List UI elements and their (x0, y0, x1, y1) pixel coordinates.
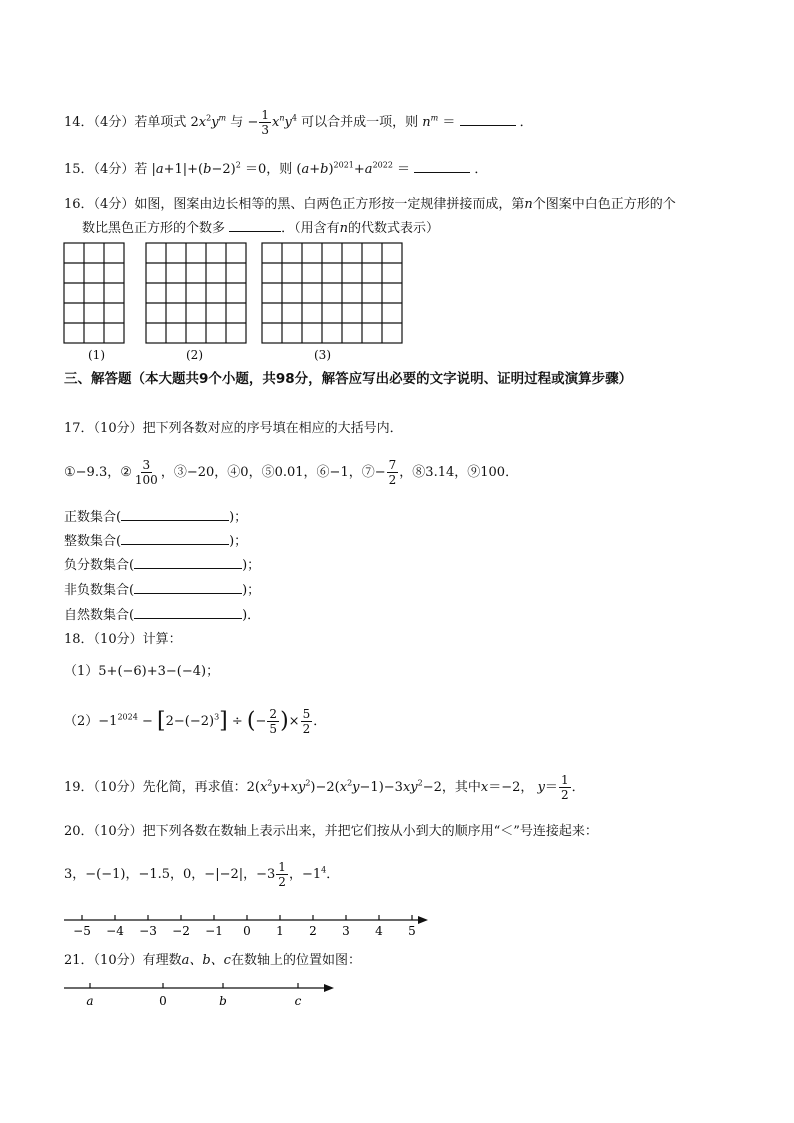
figure-label-3: (3) (314, 348, 331, 362)
q18-part1: （1）5+(−6)+3−(−4)； (64, 664, 220, 679)
set-integer: 整数集合( )； (64, 534, 248, 549)
figure-label-1: (1) (88, 348, 105, 362)
section-heading: 三、解答题（本大题共9个小题，共98分，解答应写出必要的文字说明、证明过程或演算步骤） (64, 371, 633, 387)
question-17: 17．（10分）把下列各数对应的序号填在相应的大括号内． (64, 421, 403, 436)
monomial-1: $2x^2y^m$ (190, 113, 227, 130)
set-blank[interactable] (134, 556, 242, 569)
label-c: c (294, 994, 302, 1008)
condition-expr: $|a+1|+(b-2)^2$ (151, 160, 241, 177)
label-a: a (86, 994, 94, 1008)
set-blank[interactable] (121, 508, 229, 521)
number-line (60, 910, 440, 940)
question-20: 20．（10分）把下列各数在数轴上表示出来，并把它们按从小到大的顺序用“＜”号连接起来： (64, 824, 598, 839)
question-14: 14．（4分）若单项式 $2x^2y^m$ 与 − $\frac{1}{3}$ $x^ny^4$ 可以合并成一项，则 $n^m$ ＝ ． (64, 108, 533, 137)
axis-tick-label: 1 (276, 924, 284, 938)
q18-part2: $(2)-1^{2024} - [2-(-2)^3]$ ÷ (− $\frac{2}{5}$ )× $\frac{5}{2}$ ． (64, 707, 327, 736)
pattern-figures (60, 240, 410, 364)
set-non-negative: 非负数集合( )； (64, 583, 261, 598)
target-expr: $(a+b)^{2021}+a^{2022}$ ＝ (296, 160, 411, 177)
q20-numbers: 3，−(−1)，−1.5，0，−|−2|，−3 $\frac{1}{2}$ ，$-1^4$． (64, 860, 340, 889)
set-natural: 自然数集合( )． (64, 608, 261, 623)
question-16-line1: 16．（4分）如图，图案由边长相等的黑、白两色正方形按一定规律拼接而成，第n个图案中白色正方形的个 (64, 197, 676, 212)
question-19: 19．（10分）先化简，再求值：$2(x^2y+xy^2)-2(x^2y-1)-3xy^2-2$，其中x＝−2， y＝ $\frac{1}{2}$ ． (64, 773, 585, 802)
axis-tick-label: −4 (106, 924, 124, 938)
number-list: ①−9.3，② $\frac{3}{100}$ ，③−20，④0，⑤0.01，⑥−1，⑦− $\frac{7}{2}$ ，⑧3.14，⑨100． (64, 458, 519, 487)
pattern-2 (146, 243, 246, 343)
question-16-line2: 数比黑色正方形的个数多 ．（用含有n的代数式表示） (82, 221, 440, 236)
axis-tick-label: 0 (243, 924, 251, 938)
set-blank[interactable] (121, 532, 229, 545)
pattern-3 (262, 243, 402, 343)
monomial-2: − $\frac{1}{3}$ $x^ny^4$ (247, 108, 297, 137)
question-18: 18．（10分）计算： (64, 632, 182, 647)
set-negative-fraction: 负分数集合( )； (64, 558, 261, 573)
axis-tick-label: −2 (172, 924, 190, 938)
abc-number-line (60, 978, 350, 1010)
answer-blank[interactable] (229, 219, 281, 232)
question-15: 15．（4分）若 $|a+1|+(b-2)^2 =0$，则 $(a+b)^{2021}+a^{2022}$ ＝ ． (64, 160, 488, 177)
axis-tick-label: 3 (342, 924, 350, 938)
set-blank[interactable] (134, 606, 242, 619)
axis-tick-label: 5 (408, 924, 416, 938)
question-21: 21．（10分）有理数a、b、c在数轴上的位置如图： (64, 953, 361, 968)
axis-tick-label: 4 (375, 924, 383, 938)
pattern-1 (64, 243, 124, 343)
axis-tick-label: 2 (309, 924, 317, 938)
answer-blank[interactable] (414, 160, 470, 173)
label-0: 0 (159, 994, 167, 1008)
axis-tick-label: −3 (139, 924, 157, 938)
axis-tick-label: −5 (73, 924, 91, 938)
set-positive: 正数集合( )； (64, 510, 248, 525)
answer-blank[interactable] (460, 113, 516, 126)
axis-tick-label: −1 (205, 924, 223, 938)
figure-label-2: (2) (186, 348, 203, 362)
set-blank[interactable] (134, 581, 242, 594)
label-b: b (219, 994, 227, 1008)
